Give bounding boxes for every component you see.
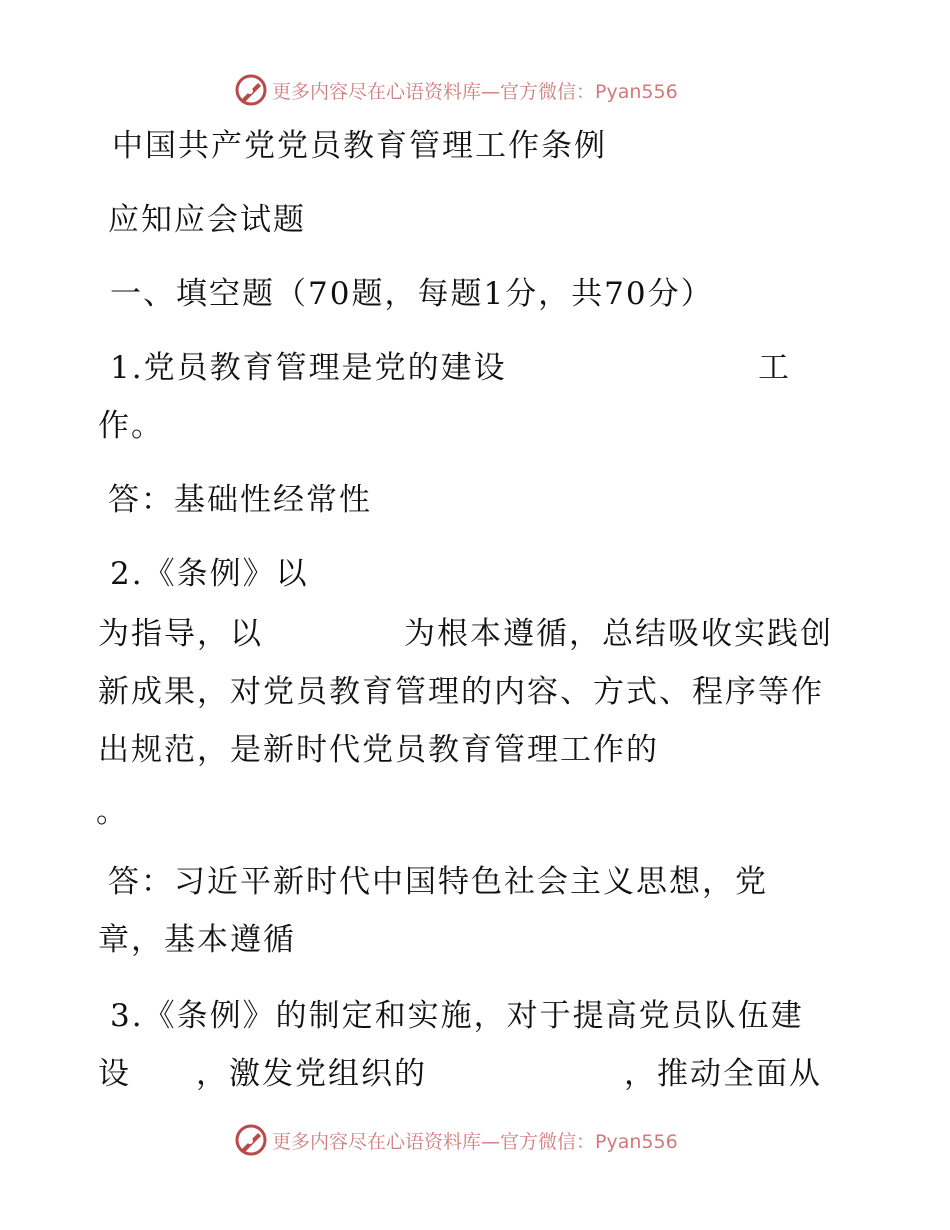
question-3-line1: 3.《条例》的制定和实施，对于提高党员队伍建 [110, 998, 804, 1034]
question-2-line1: 2.《条例》以 [110, 556, 309, 592]
question-3-line2a: 设 [98, 1056, 131, 1092]
question-1-text-end: 作。 [98, 408, 164, 444]
question-3-line2b: ，激发党组织的 [196, 1056, 427, 1092]
question-2-answer-line1: 答：习近平新时代中国特色社会主义思想，党 [108, 864, 768, 900]
document-title-line2: 应知应会试题 [108, 202, 306, 238]
question-2-line2a: 为指导，以 [98, 616, 263, 652]
question-1-answer: 答：基础性经常性 [108, 482, 372, 518]
watermark-header [234, 72, 678, 108]
question-3-line2c: ，推动全面从 [624, 1056, 822, 1092]
pen-logo-icon [234, 1123, 268, 1157]
watermark-text: 更多内容尽在心语资料库—官方微信：Pyan556 [272, 80, 678, 103]
question-2-line2b: 为根本遵循，总结吸收实践创 [404, 616, 833, 652]
question-2-line3: 新成果，对党员教育管理的内容、方式、程序等作 [98, 674, 824, 710]
document-title-line1: 中国共产党党员教育管理工作条例 [112, 128, 607, 164]
question-1-text-cont: 工 [758, 350, 791, 386]
watermark-text: 更多内容尽在心语资料库—官方微信：Pyan556 [272, 1130, 678, 1153]
section-heading: 一、填空题（70题，每题1分，共70分） [110, 276, 714, 312]
question-2-answer-line2: 章，基本遵循 [98, 922, 296, 958]
question-2-line5: 。 [96, 794, 129, 830]
watermark-footer [234, 1122, 678, 1158]
question-1-text: 1.党员教育管理是党的建设 [110, 350, 507, 386]
pen-logo-icon [234, 73, 268, 107]
question-2-line4: 出规范，是新时代党员教育管理工作的 [98, 732, 659, 768]
